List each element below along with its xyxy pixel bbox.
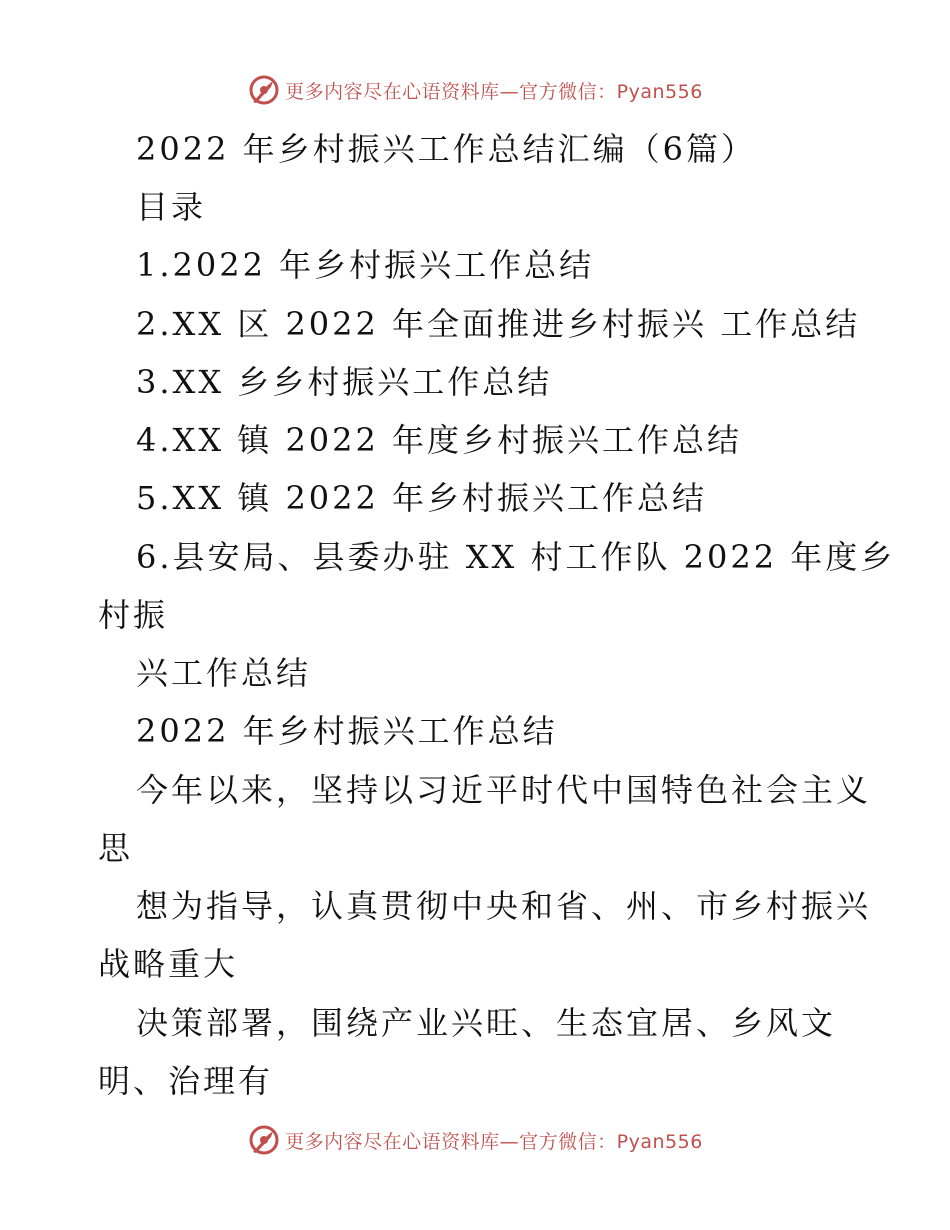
toc-item-6: 6.县安局、县委办驻 XX 村工作队 2022 年度乡 [136, 538, 896, 576]
toc-item-2: 2.XX 区 2022 年全面推进乡村振兴 工作总结 [136, 305, 861, 343]
section-heading: 2022 年乡村振兴工作总结 [136, 712, 558, 750]
paragraph-line: 决策部署，围绕产业兴旺、生态宜居、乡风文 [136, 1004, 837, 1042]
toc-item-6-cont: 兴工作总结 [136, 654, 312, 692]
paragraph-line: 想为指导，认真贯彻中央和省、州、市乡村振兴 [136, 887, 872, 925]
toc-item-1: 1.2022 年乡村振兴工作总结 [136, 246, 595, 284]
toc-heading: 目录 [136, 188, 207, 226]
paragraph-line: 战略重大 [98, 945, 239, 983]
toc-item-6-wrap: 村振 [98, 596, 169, 634]
paragraph-line: 今年以来，坚持以习近平时代中国特色社会主义 [136, 771, 872, 809]
paragraph-line: 明、治理有 [98, 1062, 274, 1100]
watermark-text: 更多内容尽在心语资料库—官方微信：Pyan556 [285, 80, 703, 103]
toc-item-5: 5.XX 镇 2022 年乡村振兴工作总结 [136, 479, 708, 517]
toc-item-4: 4.XX 镇 2022 年度乡村振兴工作总结 [136, 421, 743, 459]
header-watermark [0, 70, 950, 110]
paragraph-line: 思 [98, 829, 134, 867]
document-title: 2022 年乡村振兴工作总结汇编（6篇） [136, 130, 756, 168]
toc-item-3: 3.XX 乡乡村振兴工作总结 [136, 363, 553, 401]
quill-seal-icon [247, 73, 281, 107]
quill-seal-icon [247, 1123, 281, 1157]
watermark-text: 更多内容尽在心语资料库—官方微信：Pyan556 [285, 1130, 703, 1153]
footer-watermark [0, 1120, 950, 1160]
